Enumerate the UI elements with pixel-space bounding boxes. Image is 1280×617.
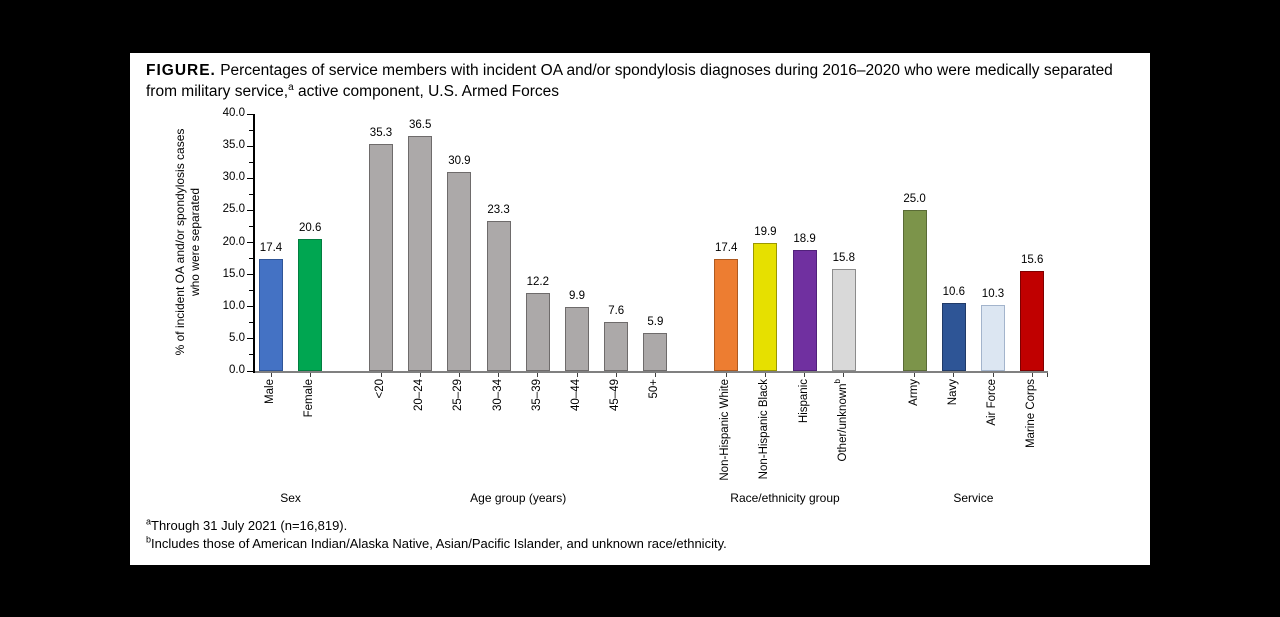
value-label-40-44: 9.9 <box>569 290 585 303</box>
y-axis-label <box>173 112 203 372</box>
y-minor-tick <box>249 290 253 291</box>
bar-50 <box>643 333 667 371</box>
category-label-female: Female <box>303 379 316 418</box>
x-tick <box>310 373 311 377</box>
y-tick-label: 15.0 <box>222 267 245 280</box>
bar-non-hispanic-black <box>753 243 777 371</box>
group-label-race-ethnicity-group: Race/ethnicity group <box>730 491 840 505</box>
category-label-50: 50+ <box>648 379 661 399</box>
y-major-tick <box>247 306 253 307</box>
y-major-tick <box>247 178 253 179</box>
bar-hispanic <box>793 250 817 371</box>
x-tick-end <box>1047 373 1048 377</box>
category-label-40-44: 40–44 <box>570 379 582 411</box>
y-minor-tick <box>249 162 253 163</box>
y-minor-tick <box>249 194 253 195</box>
bar-army <box>903 210 927 371</box>
bar-30-34 <box>487 221 511 371</box>
category-label-other-unknown: Other/unknown$^b$ <box>832 379 849 462</box>
value-label-20-24: 36.5 <box>408 119 432 132</box>
category-label-air-force: Air Force <box>986 379 998 426</box>
x-tick <box>804 373 805 377</box>
y-minor-tick <box>249 130 253 131</box>
value-label-male: 17.4 <box>259 242 283 255</box>
category-label-20-24: 20–24 <box>413 379 426 411</box>
category-label-non-hispanic-black: Non-Hispanic Black <box>758 379 771 480</box>
x-tick <box>381 373 382 377</box>
bar-20 <box>369 144 393 371</box>
value-label-marine-corps: 15.6 <box>1020 253 1044 266</box>
group-label-service: Service <box>953 491 994 505</box>
x-tick <box>616 373 617 377</box>
y-tick-label: 30.0 <box>222 171 245 184</box>
footnote-a <box>146 517 347 535</box>
value-label-45-49: 7.6 <box>608 305 625 318</box>
value-label-navy: 10.6 <box>942 285 965 298</box>
y-tick-label: 35.0 <box>222 139 245 152</box>
value-label-army: 25.0 <box>903 193 926 206</box>
x-tick <box>655 373 656 377</box>
x-tick <box>1032 373 1033 377</box>
bar-marine-corps <box>1020 271 1044 371</box>
bar-40-44 <box>565 307 589 371</box>
y-axis-label-line2: who were separated <box>188 187 202 297</box>
y-major-tick <box>247 338 253 339</box>
category-label-35-39: 35–39 <box>530 379 543 411</box>
footnote-b <box>146 535 727 553</box>
value-label-other-unknown: 15.8 <box>832 252 855 265</box>
category-label-20: <20 <box>374 379 386 399</box>
chart-area <box>130 53 1150 565</box>
x-tick <box>993 373 994 377</box>
value-label-air-force: 10.3 <box>981 287 1005 300</box>
x-tick <box>271 373 272 377</box>
bar-non-hispanic-white <box>714 259 738 371</box>
category-label-navy: Navy <box>946 379 959 406</box>
y-major-tick <box>247 274 253 275</box>
x-tick <box>914 373 915 377</box>
category-label-45-49: 45–49 <box>609 379 622 411</box>
x-axis-line <box>255 371 1048 373</box>
bar-35-39 <box>526 293 550 371</box>
y-axis-label-line1: % of incident OA and/or spondylosis cases <box>173 128 187 356</box>
x-tick <box>577 373 578 377</box>
bar-25-29 <box>447 172 471 371</box>
value-label-non-hispanic-black: 19.9 <box>754 226 777 239</box>
value-label-35-39: 12.2 <box>526 275 549 288</box>
category-label-non-hispanic-white: Non-Hispanic White <box>719 379 732 481</box>
value-label-20: 35.3 <box>369 127 393 140</box>
figure-title-cont: active component, U.S. Armed Forces <box>297 83 560 100</box>
bar-other-unknown <box>832 269 856 371</box>
value-label-hispanic: 18.9 <box>793 232 816 245</box>
x-tick <box>843 373 844 377</box>
footnote-b-text: Includes those of American Indian/Alaska Native, Asian/Pacific Islander, and unknown race/ethnicity. <box>151 536 727 551</box>
category-label-army: Army <box>907 379 920 406</box>
value-label-30-34: 23.3 <box>487 204 510 217</box>
y-minor-tick <box>249 354 253 355</box>
bar-air-force <box>981 305 1005 371</box>
y-minor-tick <box>249 258 253 259</box>
value-label-non-hispanic-white: 17.4 <box>714 242 738 255</box>
y-tick-label: 0.0 <box>229 364 245 376</box>
bar-male <box>259 259 283 371</box>
category-label-hispanic: Hispanic <box>797 379 810 424</box>
y-tick-label: 25.0 <box>222 203 245 216</box>
y-tick-label: 40.0 <box>222 107 245 119</box>
x-tick <box>420 373 421 377</box>
figure-title-text: Percentages of service members with incident OA and/or spondylosis diagnoses during 2016–2020 who were medically separated from military service, <box>146 62 1113 100</box>
footnote-a-marker: a <box>146 516 152 527</box>
bar-female <box>298 239 322 371</box>
y-tick-label: 5.0 <box>229 331 245 344</box>
y-major-tick <box>247 371 253 372</box>
title-footnote-marker: a <box>288 81 294 93</box>
category-label-marine-corps: Marine Corps <box>1025 379 1038 449</box>
y-tick-label: 20.0 <box>222 235 245 248</box>
y-minor-tick <box>249 322 253 323</box>
category-label-25-29: 25–29 <box>452 379 465 411</box>
group-label-sex: Sex <box>280 491 301 505</box>
x-tick <box>537 373 538 377</box>
group-label-age-group-years: Age group (years) <box>470 491 567 505</box>
bar-20-24 <box>408 136 432 371</box>
y-tick-label: 10.0 <box>222 299 245 312</box>
bar-navy <box>942 303 966 371</box>
bar-45-49 <box>604 322 628 371</box>
x-tick <box>459 373 460 377</box>
footnote-a-text: Through 31 July 2021 (n=16,819). <box>151 518 348 533</box>
value-label-50: 5.9 <box>647 316 664 329</box>
y-major-tick <box>247 114 253 115</box>
figure-label: FIGURE. <box>146 62 216 79</box>
x-tick <box>498 373 499 377</box>
y-major-tick <box>247 146 253 147</box>
y-major-tick <box>247 210 253 211</box>
footnote-b-marker: b <box>146 534 152 545</box>
x-tick <box>765 373 766 377</box>
x-tick <box>726 373 727 377</box>
x-tick <box>953 373 954 377</box>
figure-panel <box>130 53 1150 565</box>
value-label-25-29: 30.9 <box>448 155 471 168</box>
value-label-female: 20.6 <box>298 221 322 234</box>
footnote-marker: b <box>832 379 842 384</box>
y-minor-tick <box>249 226 253 227</box>
category-label-male: Male <box>264 379 276 404</box>
category-label-30-34: 30–34 <box>491 379 504 411</box>
